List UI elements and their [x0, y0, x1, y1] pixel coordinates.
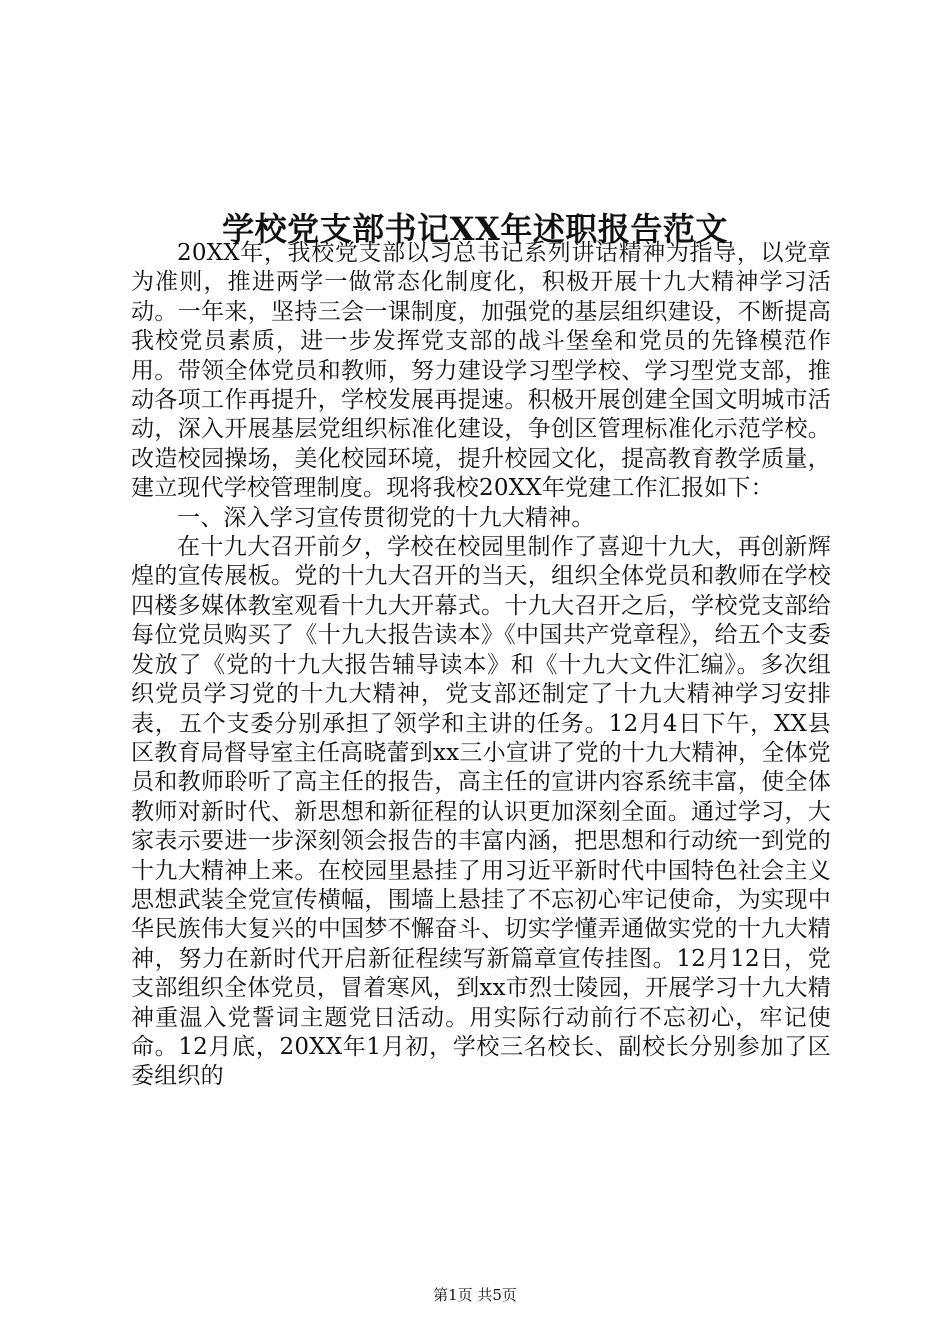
- document-body: [131, 239, 831, 1092]
- paragraph-section-one: 在十九大召开前夕，学校在校园里制作了喜迎十九大，再创新辉煌的宣传展板。党的十九大召开的当天，组织全体党员和教师在学校四楼多媒体教室观看十九大开幕式。十九大召开之后，学校党支部给每位党员购买了《十九大报告读本》《中国共产党章程》，给五个支委发放了《党的十九大报告辅导读本》和《十九大文件汇编》。多次组织党员学习党的十九大精神，党支部还制定了十九大精神学习安排表，五个支委分别承担了领学和主讲的任务。12月4日下午，XX县区教育局督导室主任高晓蕾到xx三小宣讲了党的十九大精神，全体党员和教师聆听了高主任的报告，高主任的宣讲内容系统丰富，使全体教师对新时代、新思想和新征程的认识更加深刻全面。通过学习，大家表示要进一步深刻领会报告的丰富内涵，把思想和行动统一到党的十九大精神上来。在校园里悬挂了用习近平新时代中国特色社会主义思想武装全党宣传横幅，围墙上悬挂了不忘初心牢记使命，为实现中华民族伟大复兴的中国梦不懈奋斗、切实学懂弄通做实党的十九大精神，努力在新时代开启新征程续写新篇章宣传挂图。12月12日，党支部组织全体党员，冒着寒风，到xx市烈士陵园，开展学习十九大精神重温入党誓词主题党日活动。用实际行动前行不忘初心，牢记使命。12月底，20XX年1月初，学校三名校长、副校长分别参加了区委组织的: [131, 534, 831, 1090]
- section-heading: 一、深入学习宣传贯彻党的十九大精神。: [177, 504, 595, 531]
- page-footer: 第1页 共5页: [433, 1286, 517, 1304]
- document-title: 学校党支部书记XX年述职报告范文: [222, 210, 728, 249]
- paragraph-intro: 20XX年，我校党支部以习总书记系列讲话精神为指导，以党章为准则，推进两学一做常态化制度化，积极开展十九大精神学习活动。一年来，坚持三会一课制度，加强党的基层组织建设，不断提高我校党员素质，进一步发挥党支部的战斗堡垒和党员的先锋模范作用。带领全体党员和教师，努力建设学习型学校、学习型党支部，推动各项工作再提升，学校发展再提速。积极开展创建全国文明城市活动，深入开展基层党组织标准化建设，争创区管理标准化示范学校。改造校园操场，美化校园环境，提升校园文化，提高教育教学质量，建立现代学校管理制度。现将我校20XX年党建工作汇报如下：: [131, 240, 831, 502]
